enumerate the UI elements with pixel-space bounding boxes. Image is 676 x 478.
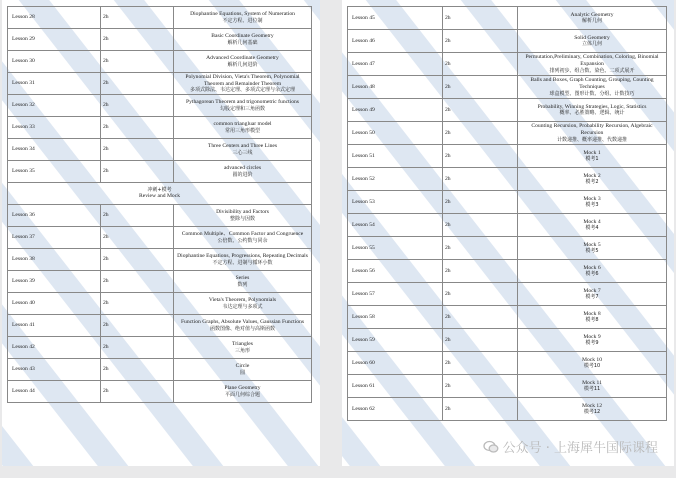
topic-english: Analytic Geometry bbox=[570, 11, 614, 18]
topic-english: Mock 5 bbox=[583, 241, 601, 248]
topic-chinese: 球盒模型、图形计数、分组、计数技巧 bbox=[549, 90, 635, 97]
table-row bbox=[348, 168, 667, 191]
topic-cell bbox=[174, 227, 312, 249]
topic-cell bbox=[174, 117, 312, 139]
topic-chinese: 圆的进阶 bbox=[232, 171, 253, 178]
topic-chinese: 立体几何 bbox=[581, 41, 602, 48]
table-row bbox=[8, 139, 312, 161]
lesson-cell: Lesson 61 bbox=[348, 375, 443, 398]
table-row bbox=[8, 117, 312, 139]
topic-english: Polynomial Division, Vieta's Theorem, Polynomial Theorem and Remainder Theorem bbox=[185, 73, 300, 87]
topic-chinese: 常用三角形模型 bbox=[224, 127, 260, 134]
topic-chinese: 计数递推、概率递推、代数递推 bbox=[556, 136, 627, 143]
topic-chinese: 模考4 bbox=[585, 225, 599, 232]
hours-cell: 2h bbox=[101, 73, 174, 95]
topic-chinese: 模考12 bbox=[583, 409, 601, 416]
topic-chinese: 模考1 bbox=[585, 156, 599, 163]
table-row bbox=[348, 283, 667, 306]
topic-cell bbox=[174, 161, 312, 183]
hours-cell: 2h bbox=[101, 161, 174, 183]
topic-cell bbox=[518, 7, 667, 30]
topic-cell bbox=[174, 315, 312, 337]
hours-cell: 2h bbox=[443, 76, 518, 99]
table-row bbox=[8, 183, 312, 205]
lesson-cell: Lesson 33 bbox=[8, 117, 101, 139]
topic-english: Triangles bbox=[232, 341, 253, 348]
topic-english: Common Multiple、Common Factor and Congruence bbox=[181, 231, 304, 238]
hours-cell: 2h bbox=[443, 145, 518, 168]
topic-chinese: 解析几何基础 bbox=[227, 39, 258, 46]
topic-chinese: 模考5 bbox=[585, 248, 599, 255]
topic-cell bbox=[518, 145, 667, 168]
hours-cell: 2h bbox=[101, 271, 174, 293]
hours-cell: 2h bbox=[443, 398, 518, 421]
topic-chinese: 三角形 bbox=[234, 347, 250, 354]
lesson-cell: Lesson 38 bbox=[8, 249, 101, 271]
lesson-cell: Lesson 43 bbox=[8, 359, 101, 381]
table-row bbox=[8, 205, 312, 227]
topic-english: Mock 2 bbox=[583, 172, 601, 179]
topic-chinese: 模考10 bbox=[583, 363, 601, 370]
topic-english: Mock 11 bbox=[582, 379, 602, 386]
topic-english: advanced circles bbox=[223, 165, 262, 172]
topic-cell bbox=[174, 95, 312, 117]
topic-cell bbox=[174, 271, 312, 293]
topic-english: Circle bbox=[235, 363, 250, 370]
lesson-cell: Lesson 41 bbox=[8, 315, 101, 337]
hours-cell: 2h bbox=[443, 214, 518, 237]
table-row bbox=[8, 337, 312, 359]
topic-english: Mock 4 bbox=[583, 218, 601, 225]
hours-cell: 2h bbox=[443, 260, 518, 283]
topic-english: Probability, Winning Strategies, Logic, Statistics bbox=[537, 103, 647, 110]
lesson-cell: Lesson 60 bbox=[348, 352, 443, 375]
table-row bbox=[348, 7, 667, 30]
hours-cell: 2h bbox=[443, 168, 518, 191]
topic-cell bbox=[518, 398, 667, 421]
table-row bbox=[348, 237, 667, 260]
topic-english: Advanced Coordinate Geometry bbox=[206, 55, 279, 62]
hours-cell: 2h bbox=[101, 337, 174, 359]
table-row bbox=[8, 249, 312, 271]
topic-english: Function Graphs, Absolute Values, Gaussian Functions bbox=[180, 319, 305, 326]
hours-cell: 2h bbox=[443, 53, 518, 76]
topic-english: Three Centers and Three Lines bbox=[207, 143, 278, 150]
lesson-cell: Lesson 62 bbox=[348, 398, 443, 421]
topic-chinese: 概率、必胜策略、逻辑、统计 bbox=[559, 110, 625, 117]
lesson-cell: Lesson 42 bbox=[8, 337, 101, 359]
hours-cell: 2h bbox=[443, 352, 518, 375]
topic-cell bbox=[518, 283, 667, 306]
lesson-cell: Lesson 58 bbox=[348, 306, 443, 329]
topic-cell bbox=[518, 99, 667, 122]
hours-cell: 2h bbox=[443, 375, 518, 398]
topic-english: Divisibility and Factors bbox=[216, 209, 269, 216]
topic-chinese: 模考3 bbox=[585, 202, 599, 209]
topic-cell bbox=[174, 7, 312, 29]
topic-chinese: 公倍数、公约数与同余 bbox=[217, 237, 268, 244]
topic-english: Solid Geometry bbox=[574, 34, 610, 41]
lesson-cell: Lesson 35 bbox=[8, 161, 101, 183]
table-row bbox=[348, 53, 667, 76]
topic-chinese: 排列初步、组合数、染色、二项式展开 bbox=[549, 67, 635, 74]
topic-chinese: 模考2 bbox=[585, 179, 599, 186]
topic-chinese: 模考6 bbox=[585, 271, 599, 278]
topic-english: Series bbox=[235, 275, 250, 282]
topic-cell bbox=[518, 76, 667, 99]
wechat-brand-watermark bbox=[483, 437, 658, 456]
topic-english: Diophantine Equations, System of Numeration bbox=[190, 11, 295, 18]
lesson-cell: Lesson 55 bbox=[348, 237, 443, 260]
topic-chinese: 多项式除法、韦达定理、多项式定理与余式定理 bbox=[189, 87, 295, 94]
topic-chinese: 函数图像、绝对值与高斯函数 bbox=[209, 325, 275, 332]
topic-chinese: 圆 bbox=[239, 369, 245, 376]
hours-cell: 2h bbox=[443, 306, 518, 329]
table-row bbox=[348, 30, 667, 53]
topic-chinese: 韦达定理与多项式 bbox=[222, 303, 263, 310]
topic-chinese: 整除与因数 bbox=[229, 215, 255, 222]
topic-cell bbox=[518, 122, 667, 145]
topic-chinese: 解析几何 bbox=[581, 18, 602, 25]
hours-cell: 2h bbox=[443, 191, 518, 214]
table-row bbox=[8, 95, 312, 117]
section-break-zh: 冲刺+模考 bbox=[147, 187, 172, 194]
hours-cell: 2h bbox=[101, 29, 174, 51]
hours-cell: 2h bbox=[101, 315, 174, 337]
lesson-cell: Lesson 45 bbox=[348, 7, 443, 30]
topic-cell bbox=[518, 53, 667, 76]
brand-text: 公众号 · 上海犀牛国际课程 bbox=[502, 441, 658, 456]
topic-chinese: 平面几何综合题 bbox=[224, 391, 260, 398]
topic-cell bbox=[518, 191, 667, 214]
topic-cell bbox=[518, 168, 667, 191]
topic-chinese: 模考7 bbox=[585, 294, 599, 301]
lesson-cell: Lesson 54 bbox=[348, 214, 443, 237]
hours-cell: 2h bbox=[443, 237, 518, 260]
lesson-cell: Lesson 52 bbox=[348, 168, 443, 191]
topic-cell bbox=[518, 375, 667, 398]
topic-cell bbox=[174, 337, 312, 359]
topic-english: Diophantine Equations, Progressions, Repeating Decimals bbox=[177, 253, 308, 260]
lesson-cell: Lesson 30 bbox=[8, 51, 101, 73]
hours-cell: 2h bbox=[443, 7, 518, 30]
table-row bbox=[8, 381, 312, 403]
table-row bbox=[348, 352, 667, 375]
topic-english: common triangluar model bbox=[213, 121, 272, 128]
topic-english: Plane Geometry bbox=[224, 385, 261, 392]
lesson-cell: Lesson 57 bbox=[348, 283, 443, 306]
topic-chinese: 解析几何进阶 bbox=[227, 61, 258, 68]
lesson-cell: Lesson 49 bbox=[348, 99, 443, 122]
schedule-table-left bbox=[7, 6, 312, 403]
lesson-cell: Lesson 48 bbox=[348, 76, 443, 99]
topic-cell bbox=[174, 205, 312, 227]
hours-cell: 2h bbox=[101, 381, 174, 403]
topic-chinese: 三心三线 bbox=[232, 149, 253, 156]
table-row bbox=[348, 306, 667, 329]
topic-cell bbox=[174, 51, 312, 73]
topic-chinese: 勾股定理和三角函数 bbox=[219, 105, 265, 112]
hours-cell: 2h bbox=[101, 359, 174, 381]
hours-cell: 2h bbox=[443, 99, 518, 122]
table-row bbox=[348, 329, 667, 352]
table-row bbox=[348, 214, 667, 237]
topic-english: Mock 7 bbox=[583, 287, 601, 294]
table-row bbox=[348, 145, 667, 168]
topic-chinese: 模考8 bbox=[585, 317, 599, 324]
hours-cell: 2h bbox=[101, 205, 174, 227]
lesson-cell: Lesson 32 bbox=[8, 95, 101, 117]
hours-cell: 2h bbox=[443, 283, 518, 306]
wechat-icon bbox=[483, 439, 499, 455]
table-row bbox=[8, 271, 312, 293]
table-row bbox=[8, 51, 312, 73]
hours-cell: 2h bbox=[101, 249, 174, 271]
topic-english: Pythagorean Theorem and trigonometric functions bbox=[186, 99, 299, 106]
lesson-cell: Lesson 44 bbox=[8, 381, 101, 403]
hours-cell: 2h bbox=[443, 329, 518, 352]
lesson-cell: Lesson 37 bbox=[8, 227, 101, 249]
topic-cell bbox=[174, 381, 312, 403]
topic-english: Mock 10 bbox=[581, 356, 603, 363]
topic-cell bbox=[174, 359, 312, 381]
lesson-cell: Lesson 28 bbox=[8, 7, 101, 29]
topic-english: Mock 3 bbox=[583, 195, 601, 202]
lesson-cell: Lesson 29 bbox=[8, 29, 101, 51]
table-row bbox=[348, 122, 667, 145]
topic-cell bbox=[518, 260, 667, 283]
topic-english: Basic Coordinate Geometry bbox=[211, 33, 274, 40]
topic-english: Vieta's Theorem, Polynomials bbox=[208, 297, 277, 304]
topic-cell bbox=[174, 29, 312, 51]
schedule-table-right bbox=[347, 6, 667, 421]
topic-cell bbox=[174, 139, 312, 161]
lesson-cell: Lesson 36 bbox=[8, 205, 101, 227]
lesson-cell: Lesson 40 bbox=[8, 293, 101, 315]
topic-cell bbox=[174, 249, 312, 271]
table-row bbox=[8, 359, 312, 381]
topic-chinese: 模考9 bbox=[585, 340, 599, 347]
topic-cell bbox=[174, 293, 312, 315]
table-row bbox=[8, 7, 312, 29]
topic-cell bbox=[518, 30, 667, 53]
hours-cell: 2h bbox=[101, 117, 174, 139]
topic-english: Mock 12 bbox=[581, 402, 603, 409]
table-row bbox=[8, 161, 312, 183]
topic-cell bbox=[518, 329, 667, 352]
table-row bbox=[8, 293, 312, 315]
table-row bbox=[348, 375, 667, 398]
hours-cell: 2h bbox=[443, 30, 518, 53]
topic-english: Mock 8 bbox=[583, 310, 601, 317]
table-row bbox=[348, 191, 667, 214]
hours-cell: 2h bbox=[443, 122, 518, 145]
lesson-cell: Lesson 34 bbox=[8, 139, 101, 161]
hours-cell: 2h bbox=[101, 7, 174, 29]
topic-chinese: 数列 bbox=[237, 281, 248, 288]
topic-cell bbox=[518, 306, 667, 329]
hours-cell: 2h bbox=[101, 227, 174, 249]
lesson-cell: Lesson 56 bbox=[348, 260, 443, 283]
table-row bbox=[8, 315, 312, 337]
topic-chinese: 不定方程、进位制 bbox=[222, 17, 263, 24]
lesson-cell: Lesson 51 bbox=[348, 145, 443, 168]
hours-cell: 2h bbox=[101, 139, 174, 161]
topic-english: Mock 1 bbox=[583, 149, 601, 156]
lesson-cell: Lesson 53 bbox=[348, 191, 443, 214]
hours-cell: 2h bbox=[101, 51, 174, 73]
hours-cell: 2h bbox=[101, 95, 174, 117]
table-row bbox=[348, 398, 667, 421]
lesson-cell: Lesson 39 bbox=[8, 271, 101, 293]
lesson-cell: Lesson 31 bbox=[8, 73, 101, 95]
topic-cell bbox=[518, 214, 667, 237]
table-row bbox=[348, 99, 667, 122]
table-row bbox=[8, 227, 312, 249]
table-row bbox=[348, 76, 667, 99]
topic-english: Balls and Boxes, Graph Counting, Grouping, Counting Techniques bbox=[530, 77, 654, 90]
lesson-cell: Lesson 59 bbox=[348, 329, 443, 352]
topic-cell bbox=[518, 352, 667, 375]
topic-english: Permutation,Preliminary, Combination, Coloring, Binomial Expansion bbox=[525, 54, 659, 67]
lesson-cell: Lesson 46 bbox=[348, 30, 443, 53]
topic-english: Mock 6 bbox=[583, 264, 601, 271]
topic-english: Counting Recursion, Probability Recursion, Algebraic Recursion bbox=[531, 123, 653, 136]
section-break-en: Review and Mock bbox=[138, 193, 180, 200]
section-break-cell bbox=[8, 183, 312, 205]
lesson-cell: Lesson 50 bbox=[348, 122, 443, 145]
topic-chinese: 不定方程、进制与循环小数 bbox=[212, 259, 273, 266]
table-row bbox=[8, 29, 312, 51]
lesson-cell: Lesson 47 bbox=[348, 53, 443, 76]
topic-chinese: 模考11 bbox=[583, 386, 601, 393]
topic-cell bbox=[174, 73, 312, 95]
hours-cell: 2h bbox=[101, 293, 174, 315]
topic-english: Mock 9 bbox=[583, 333, 601, 340]
table-row bbox=[8, 73, 312, 95]
table-row bbox=[348, 260, 667, 283]
topic-cell bbox=[518, 237, 667, 260]
